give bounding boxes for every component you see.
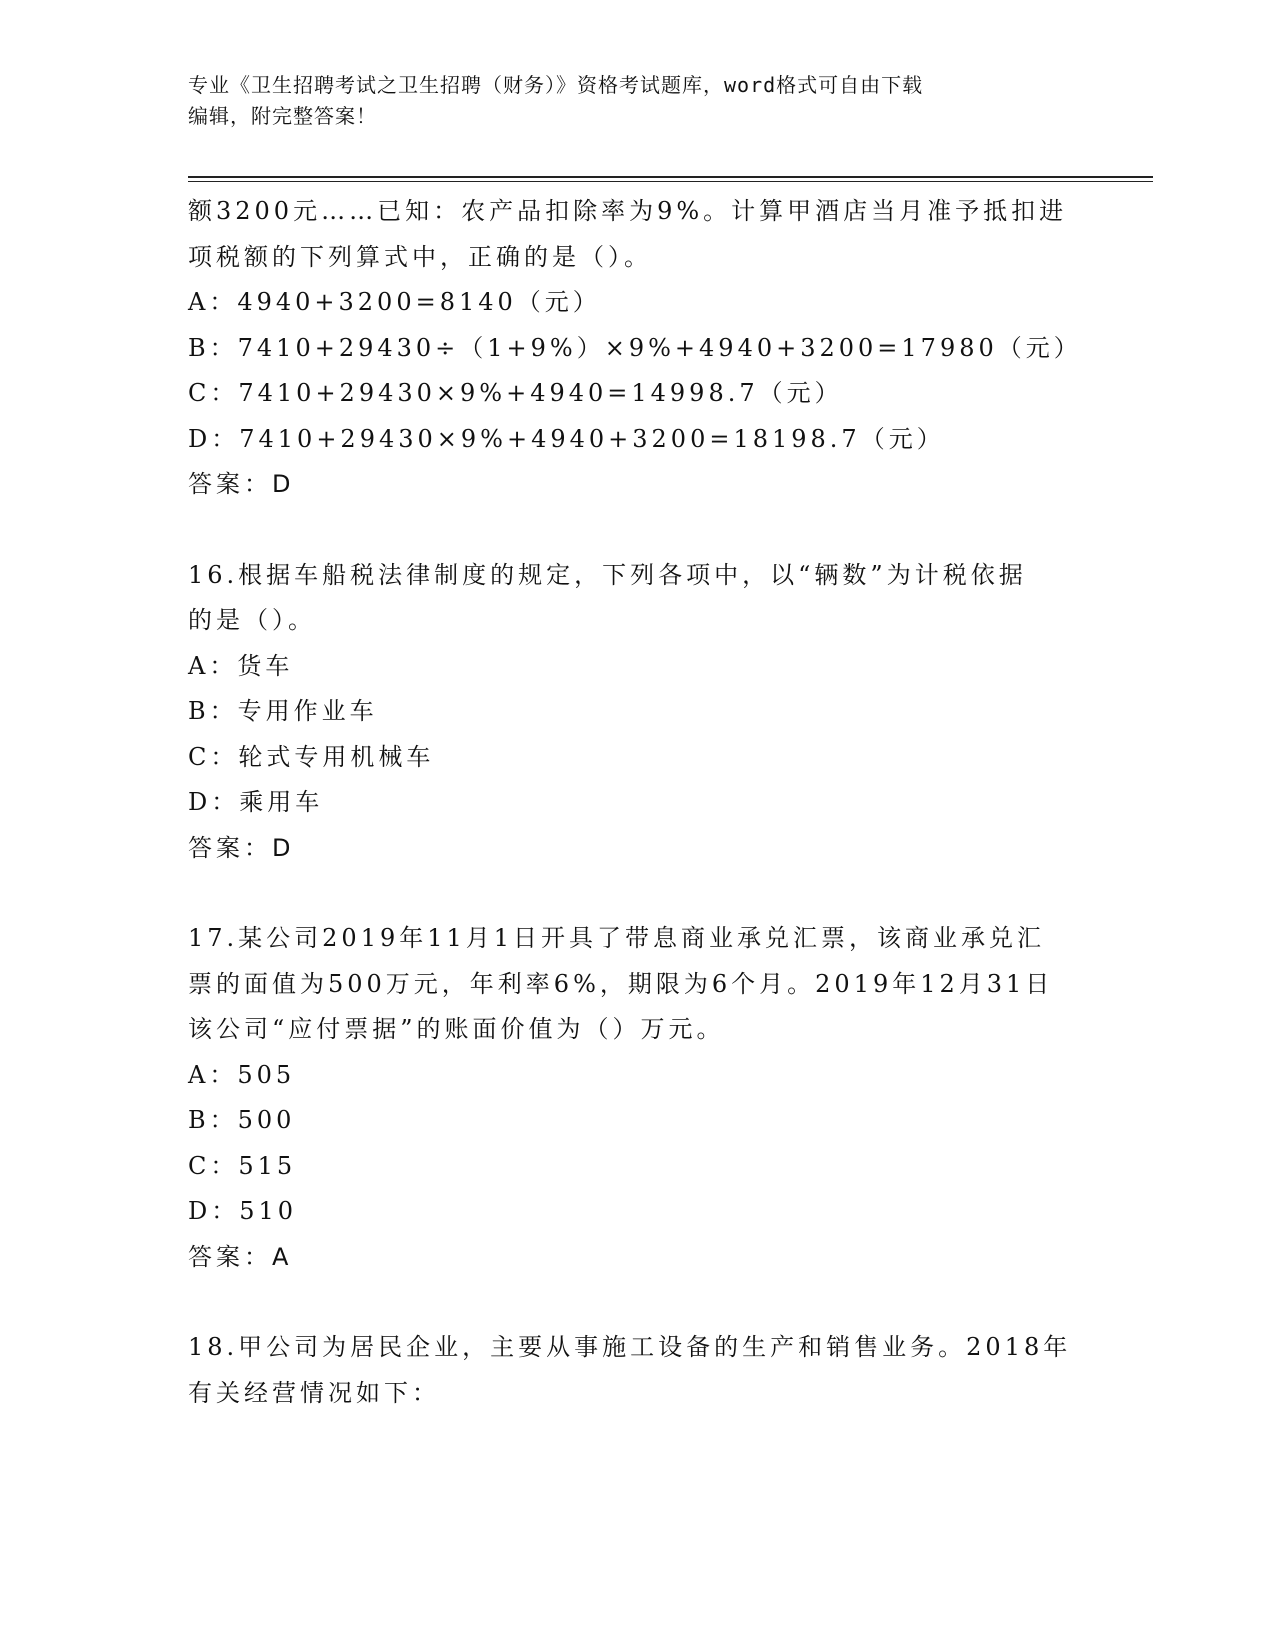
option-d: D：乘用车 bbox=[188, 788, 324, 816]
question-stem: 16.根据车船税法律制度的规定，下列各项中，以“辆数”为计税依据 bbox=[188, 560, 1027, 589]
spacer bbox=[188, 508, 1088, 553]
question-stem: 项税额的下列算式中，正确的是（）。 bbox=[188, 242, 652, 271]
header-line-1: 专业《卫生招聘考试之卫生招聘（财务）》资格考试题库，word格式可自由下载 bbox=[188, 73, 924, 97]
document-header bbox=[188, 70, 1088, 132]
question-stem: 额3200元……已知：农产品扣除率为9%。计算甲酒店当月准予抵扣进 bbox=[188, 197, 1068, 225]
question-15 bbox=[188, 189, 1088, 508]
option-b: B：7410+29430÷（1+9%）×9%+4940+3200=17980（元） bbox=[188, 333, 1082, 362]
header-line-2: 编辑，附完整答案！ bbox=[188, 104, 377, 128]
option-b: B：专用作业车 bbox=[188, 697, 378, 725]
option-a: A：4940+3200=8140（元） bbox=[188, 288, 601, 316]
option-a: A：505 bbox=[188, 1060, 296, 1089]
question-stem: 17.某公司2019年11月1日开具了带息商业承兑汇票，该商业承兑汇 bbox=[188, 924, 1046, 952]
question-stem: 18.甲公司为居民企业，主要从事施工设备的生产和销售业务。2018年 bbox=[188, 1333, 1072, 1361]
question-stem: 票的面值为500万元，年利率6%，期限为6个月。2019年12月31日 bbox=[188, 969, 1054, 998]
option-c: C：515 bbox=[188, 1151, 297, 1180]
spacer bbox=[188, 1280, 1088, 1325]
header-divider-thick bbox=[188, 176, 1153, 178]
option-d: D：510 bbox=[188, 1197, 298, 1225]
header-divider-thin bbox=[188, 181, 1153, 182]
question-list bbox=[188, 189, 1088, 1416]
option-c: C：轮式专用机械车 bbox=[188, 742, 435, 771]
question-18 bbox=[188, 1325, 1088, 1416]
question-stem: 该公司“应付票据”的账面价值为（）万元。 bbox=[188, 1015, 725, 1043]
option-b: B：500 bbox=[188, 1106, 296, 1134]
option-a: A：货车 bbox=[188, 651, 294, 680]
question-stem: 的是（）。 bbox=[188, 606, 316, 634]
option-d: D：7410+29430×9%+4940+3200=18198.7（元） bbox=[188, 424, 945, 453]
question-stem: 有关经营情况如下： bbox=[188, 1378, 440, 1407]
answer: 答案：D bbox=[188, 833, 295, 862]
question-17 bbox=[188, 916, 1088, 1280]
spacer bbox=[188, 871, 1088, 916]
answer: 答案：A bbox=[188, 1242, 293, 1271]
answer: 答案：D bbox=[188, 470, 295, 498]
question-16 bbox=[188, 553, 1088, 872]
option-c: C：7410+29430×9%+4940=14998.7（元） bbox=[188, 379, 843, 407]
